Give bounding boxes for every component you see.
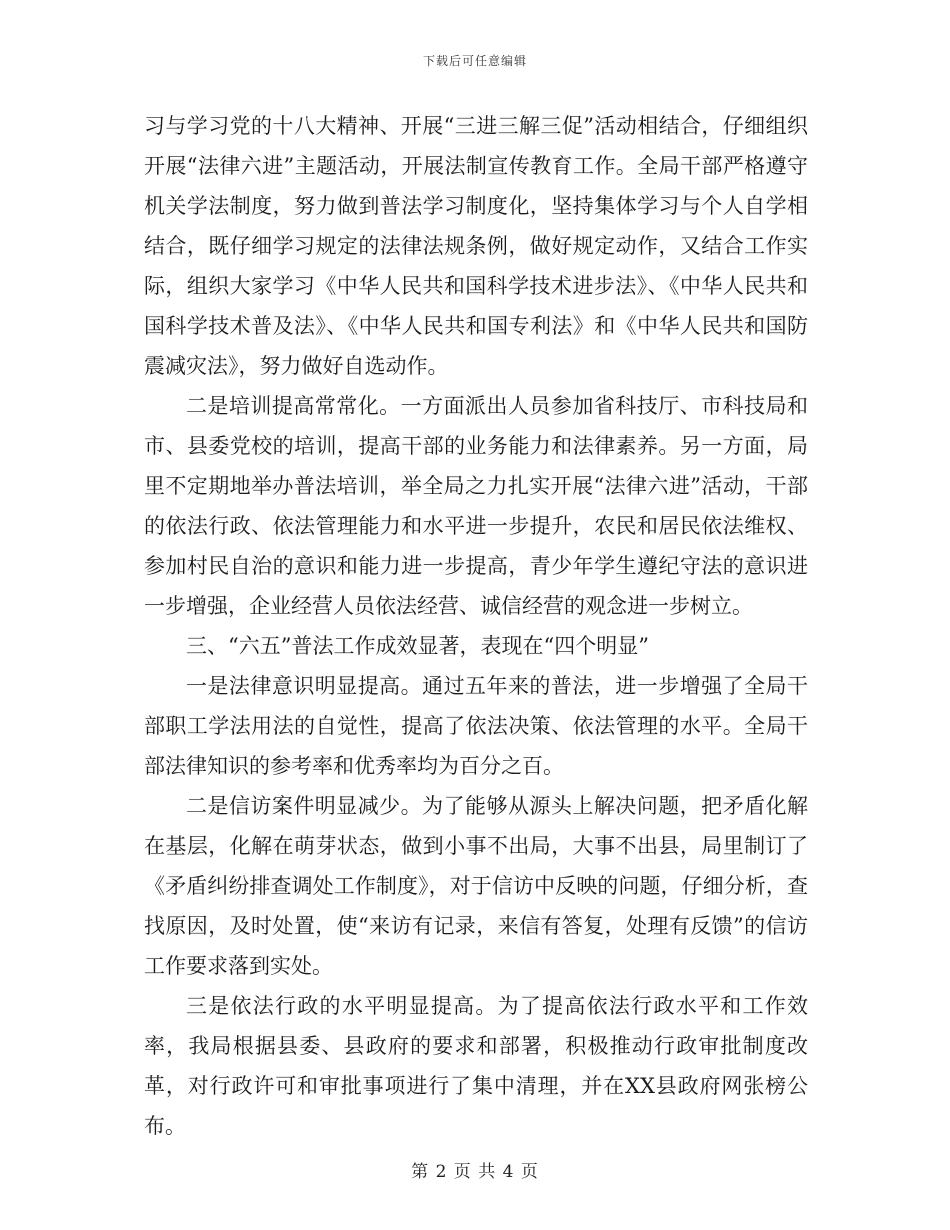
paragraph-administration: 三是依法行政的水平明显提高。为了提高依法行政水平和工作效率，我局根据县委、县政府的要求和部署，积极推动行政审批制度改革，对行政许可和审批事项进行了集中清理，并在XX县政府网张榜公布。 xyxy=(144,994,808,1138)
paragraph-petitions: 二是信访案件明显减少。为了能够从源头上解决问题，把矛盾化解在基层，化解在萌芽状态，做到小事不出局，大事不出县，局里制订了《矛盾纠纷排查调处工作制度》，对于信访中反映的问题，仔细分析，查找原因，及时处置，使“来访有记录，来信有答复，处理有反馈”的信访工作要求落到实处。 xyxy=(144,794,808,978)
section-heading-results: 三、“六五”普法工作成效显著，表现在“四个明显” xyxy=(186,634,649,658)
page-number-footer: 第 2 页 共 4 页 xyxy=(411,1162,539,1182)
paragraph-training: 二是培训提高常常化。一方面派出人员参加省科技厅、市科技局和市、县委党校的培训，提高干部的业务能力和法律素养。另一方面，局里不定期地举办普法培训，举全局之力扎实开展“法律六进”活动，干部的依法行政、依法管理能力和水平进一步提升，农民和居民依法维权、参加村民自治的意识和能力进一步提高，青少年学生遵纪守法的意识进一步增强，企业经营人员依法经营、诚信经营的观念进一步树立。 xyxy=(144,394,808,618)
document-body xyxy=(144,106,808,1146)
page-header: 下载后可任意编辑 xyxy=(422,54,527,68)
paragraph-study-law: 习与学习党的十八大精神、开展“三进三解三促”活动相结合，仔细组织开展“法律六进”主题活动，开展法制宣传教育工作。全局干部严格遵守机关学法制度，努力做到普法学习制度化，坚持集体学习与个人自学相结合，既仔细学习规定的法律法规条例，做好规定动作，又结合工作实际，组织大家学习《中华人民共和国科学技术进步法》、《中华人民共和国科学技术普及法》、《中华人民共和国专利法》和《中华人民共和国防震减灾法》，努力做好自选动作。 xyxy=(144,114,808,378)
paragraph-legal-awareness: 一是法律意识明显提高。通过五年来的普法，进一步增强了全局干部职工学法用法的自觉性，提高了依法决策、依法管理的水平。全局干部法律知识的参考率和优秀率均为百分之百。 xyxy=(144,674,808,778)
